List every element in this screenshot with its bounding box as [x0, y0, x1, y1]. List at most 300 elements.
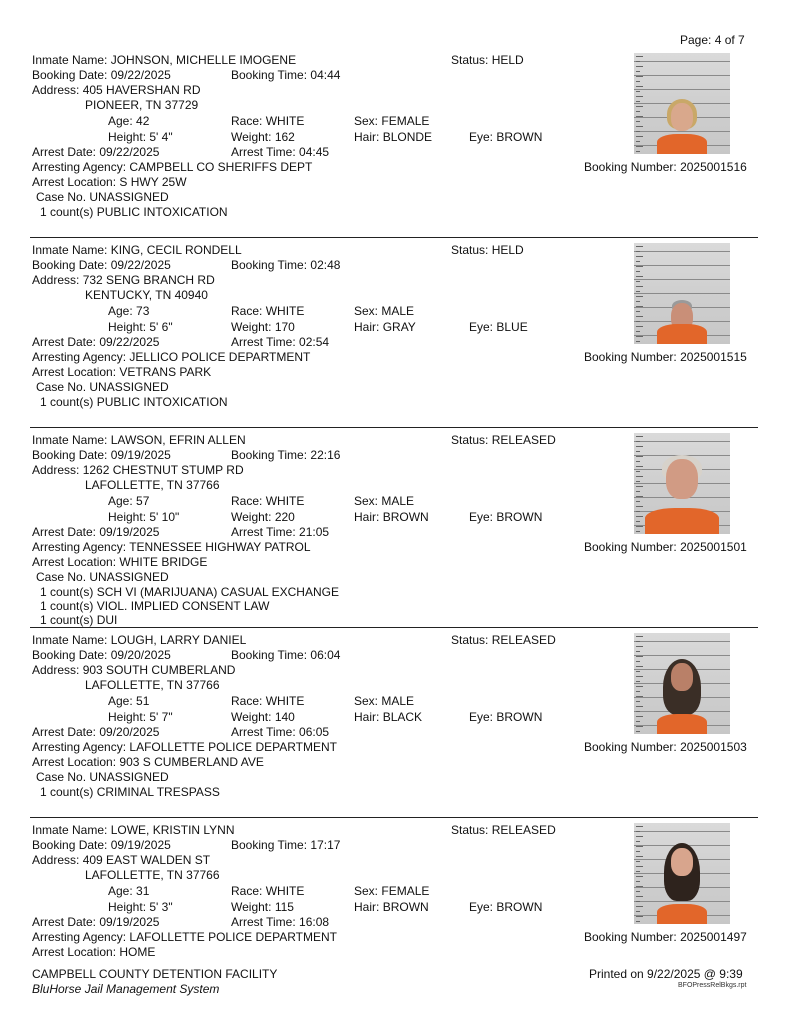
- arrest-date-label: Arrest Date:: [32, 725, 97, 739]
- status-value: RELEASED: [491, 433, 556, 447]
- ruler-tick: [636, 331, 640, 332]
- height-value: 5' 4": [149, 130, 173, 144]
- ruler-tick: [636, 276, 643, 277]
- booking-number-value: 2025001501: [680, 540, 747, 554]
- booking-date: [32, 448, 171, 462]
- address: [32, 853, 210, 867]
- case-number: [36, 380, 169, 394]
- address-label: Address:: [32, 83, 80, 97]
- weight-value: 115: [274, 900, 294, 914]
- arrest-date: [32, 915, 159, 929]
- jumpsuit-shape: [657, 324, 707, 344]
- case-number-value: UNASSIGNED: [89, 190, 169, 204]
- arrest-date: [32, 725, 159, 739]
- status-label: Status:: [451, 633, 489, 647]
- arrest-location: [32, 945, 155, 959]
- ruler-tick: [636, 446, 643, 447]
- ruler-tick: [636, 676, 643, 677]
- race-label: Race:: [231, 694, 263, 708]
- hair: [354, 510, 429, 524]
- arresting-agency-label: Arresting Agency:: [32, 740, 127, 754]
- booking-number: [584, 540, 747, 554]
- facility-name: CAMPBELL COUNTY DETENTION FACILITY: [32, 967, 278, 981]
- booking-number-label: Booking Number:: [584, 930, 677, 944]
- height-chart-line: [634, 441, 730, 442]
- ruler-tick: [636, 461, 640, 462]
- booking-time: [231, 648, 340, 662]
- ruler-tick: [636, 886, 643, 887]
- charge-line: 1 count(s) DUI: [40, 613, 118, 627]
- mugshot-photo: [634, 633, 730, 734]
- booking-time: [231, 448, 340, 462]
- ruler-tick: [636, 691, 640, 692]
- eye-value: BROWN: [496, 710, 543, 724]
- ruler-tick: [636, 76, 643, 77]
- arrest-location-label: Arrest Location:: [32, 175, 117, 189]
- address: [32, 663, 235, 677]
- face-shape: [671, 103, 693, 131]
- booking-date-value: 09/19/2025: [110, 448, 171, 462]
- height-chart-line: [634, 131, 730, 132]
- face-shape: [666, 459, 698, 499]
- eye-label: Eye:: [469, 900, 494, 914]
- age-value: 51: [136, 694, 150, 708]
- eye-value: BROWN: [496, 510, 543, 524]
- ruler-tick: [636, 146, 643, 147]
- report-filename: BFOPressRelBkgs.rpt: [678, 982, 747, 989]
- booking-number: [584, 930, 747, 944]
- sex: [354, 494, 414, 508]
- height-value: 5' 10": [149, 510, 180, 524]
- ruler-tick: [636, 311, 640, 312]
- inmate-name-label: Inmate Name:: [32, 243, 108, 257]
- race: [231, 694, 304, 708]
- ruler-tick: [636, 456, 643, 457]
- height: [108, 900, 173, 914]
- race-label: Race:: [231, 494, 263, 508]
- race: [231, 114, 304, 128]
- inmate-name: [32, 53, 296, 67]
- booking-time-label: Booking Time:: [231, 448, 308, 462]
- status-value: HELD: [491, 53, 524, 67]
- booking-time-value: 17:17: [310, 838, 341, 852]
- booking-number-value: 2025001516: [680, 160, 747, 174]
- race: [231, 494, 304, 508]
- eye: [469, 510, 542, 524]
- ruler-tick: [636, 721, 640, 722]
- ruler-tick: [636, 106, 643, 107]
- ruler-tick: [636, 901, 640, 902]
- age-value: 57: [136, 494, 150, 508]
- height-chart-line: [634, 279, 730, 280]
- address-city: LAFOLLETTE, TN 37766: [85, 868, 220, 882]
- ruler-tick: [636, 696, 643, 697]
- sex-label: Sex:: [354, 694, 379, 708]
- booking-number-value: 2025001515: [680, 350, 747, 364]
- weight-value: 220: [274, 510, 295, 524]
- ruler-tick: [636, 666, 643, 667]
- booking-date: [32, 258, 171, 272]
- arresting-agency-label: Arresting Agency:: [32, 930, 127, 944]
- inmate-name-value: LAWSON, EFRIN ALLEN: [110, 433, 246, 447]
- mugshot-photo: [634, 53, 730, 154]
- ruler-tick: [636, 716, 643, 717]
- ruler-tick: [636, 471, 640, 472]
- case-number-label: Case No.: [36, 380, 87, 394]
- ruler-tick: [636, 701, 640, 702]
- age: [108, 304, 149, 318]
- address-label: Address:: [32, 853, 80, 867]
- arresting-agency: [32, 540, 311, 554]
- height-chart-line: [634, 89, 730, 90]
- eye: [469, 900, 542, 914]
- race-value: WHITE: [265, 304, 305, 318]
- hair-label: Hair:: [354, 510, 380, 524]
- arrest-location: [32, 555, 207, 569]
- weight-label: Weight:: [231, 510, 272, 524]
- ruler-tick: [636, 341, 640, 342]
- race-value: WHITE: [265, 884, 305, 898]
- address-value: 732 SENG BRANCH RD: [82, 273, 215, 287]
- booking-date: [32, 68, 171, 82]
- inmate-name: [32, 243, 242, 257]
- ruler-tick: [636, 266, 643, 267]
- arrest-time-value: 16:08: [299, 915, 330, 929]
- ruler-tick: [636, 491, 640, 492]
- ruler-tick: [636, 86, 643, 87]
- height-ruler: [636, 633, 646, 734]
- ruler-tick: [636, 96, 643, 97]
- address-label: Address:: [32, 273, 80, 287]
- address-city: PIONEER, TN 37729: [85, 98, 199, 112]
- sex: [354, 114, 429, 128]
- age-label: Age:: [108, 304, 133, 318]
- jumpsuit-shape: [657, 134, 707, 154]
- ruler-tick: [636, 296, 643, 297]
- ruler-tick: [636, 336, 643, 337]
- ruler-tick: [636, 306, 643, 307]
- booking-time-label: Booking Time:: [231, 258, 308, 272]
- ruler-tick: [636, 116, 643, 117]
- arrest-date-value: 09/20/2025: [99, 725, 160, 739]
- face-shape: [671, 663, 693, 691]
- sex: [354, 694, 414, 708]
- arresting-agency-value: LAFOLLETTE POLICE DEPARTMENT: [129, 740, 338, 754]
- sex-value: FEMALE: [381, 114, 430, 128]
- arrest-location-value: 903 S CUMBERLAND AVE: [119, 755, 264, 769]
- mugshot-photo: [634, 823, 730, 924]
- arresting-agency-value: JELLICO POLICE DEPARTMENT: [129, 350, 311, 364]
- race-value: WHITE: [265, 494, 305, 508]
- charge-line: 1 count(s) PUBLIC INTOXICATION: [40, 205, 228, 219]
- charge-line: 1 count(s) SCH VI (MARIJUANA) CASUAL EXCHANGE: [40, 585, 339, 599]
- age-value: 31: [136, 884, 150, 898]
- arrest-date-value: 09/22/2025: [99, 145, 160, 159]
- case-number: [36, 190, 169, 204]
- printed-timestamp: Printed on 9/22/2025 @ 9:39: [589, 967, 743, 981]
- arrest-location: [32, 175, 187, 189]
- height-label: Height:: [108, 320, 147, 334]
- booking-date-value: 09/22/2025: [110, 68, 171, 82]
- record-divider: [30, 237, 758, 238]
- arrest-time: [231, 145, 329, 159]
- case-number-value: UNASSIGNED: [89, 570, 169, 584]
- inmate-name-value: LOWE, KRISTIN LYNN: [110, 823, 235, 837]
- ruler-tick: [636, 511, 640, 512]
- height-value: 5' 3": [149, 900, 173, 914]
- ruler-tick: [636, 321, 640, 322]
- booking-date-value: 09/20/2025: [110, 648, 171, 662]
- eye-value: BLUE: [496, 320, 528, 334]
- age: [108, 494, 149, 508]
- ruler-tick: [636, 291, 640, 292]
- height-chart-line: [634, 655, 730, 656]
- ruler-tick: [636, 831, 640, 832]
- booking-number-value: 2025001497: [680, 930, 747, 944]
- booking-number: [584, 160, 747, 174]
- ruler-tick: [636, 826, 643, 827]
- weight-label: Weight:: [231, 130, 272, 144]
- status-label: Status:: [451, 433, 489, 447]
- ruler-tick: [636, 906, 643, 907]
- inmate-name-label: Inmate Name:: [32, 53, 108, 67]
- arrest-time-label: Arrest Time:: [231, 525, 296, 539]
- charge-line: 1 count(s) VIOL. IMPLIED CONSENT LAW: [40, 599, 270, 613]
- case-number-label: Case No.: [36, 190, 87, 204]
- sex-label: Sex:: [354, 494, 379, 508]
- address: [32, 83, 201, 97]
- inmate-name-value: JOHNSON, MICHELLE IMOGENE: [110, 53, 297, 67]
- ruler-tick: [636, 56, 643, 57]
- ruler-tick: [636, 436, 643, 437]
- ruler-tick: [636, 836, 643, 837]
- height-ruler: [636, 823, 646, 924]
- address-value: 409 EAST WALDEN ST: [82, 853, 211, 867]
- height-chart-line: [634, 251, 730, 252]
- page-number: Page: 4 of 7: [680, 33, 745, 47]
- arrest-time-label: Arrest Time:: [231, 145, 296, 159]
- ruler-tick: [636, 876, 643, 877]
- ruler-tick: [636, 641, 640, 642]
- ruler-tick: [636, 101, 640, 102]
- ruler-tick: [636, 706, 643, 707]
- race-value: WHITE: [265, 694, 305, 708]
- height-label: Height:: [108, 900, 147, 914]
- ruler-tick: [636, 681, 640, 682]
- ruler-tick: [636, 476, 643, 477]
- arrest-location-value: HOME: [119, 945, 156, 959]
- inmate-name: [32, 823, 235, 837]
- ruler-tick: [636, 111, 640, 112]
- booking-date-label: Booking Date:: [32, 68, 108, 82]
- case-number-value: UNASSIGNED: [89, 380, 169, 394]
- height-chart-line: [634, 293, 730, 294]
- arrest-date-value: 09/22/2025: [99, 335, 160, 349]
- booking-number: [584, 350, 747, 364]
- arrest-date-label: Arrest Date:: [32, 145, 97, 159]
- ruler-tick: [636, 661, 640, 662]
- booking-date-value: 09/19/2025: [110, 838, 171, 852]
- height: [108, 130, 173, 144]
- age-value: 73: [136, 304, 150, 318]
- ruler-tick: [636, 651, 640, 652]
- height-chart-line: [634, 75, 730, 76]
- booking-time-value: 22:16: [310, 448, 341, 462]
- hair-label: Hair:: [354, 320, 380, 334]
- ruler-tick: [636, 261, 640, 262]
- case-number-label: Case No.: [36, 570, 87, 584]
- ruler-tick: [636, 646, 643, 647]
- arrest-location: [32, 755, 264, 769]
- weight-value: 170: [274, 320, 295, 334]
- ruler-tick: [636, 726, 643, 727]
- ruler-tick: [636, 121, 640, 122]
- eye-value: BROWN: [496, 130, 543, 144]
- arrest-location-value: VETRANS PARK: [119, 365, 212, 379]
- arrest-time-value: 04:45: [299, 145, 330, 159]
- height-label: Height:: [108, 510, 147, 524]
- booking-time-value: 06:04: [310, 648, 341, 662]
- inmate-name-value: KING, CECIL RONDELL: [110, 243, 242, 257]
- status: [451, 53, 524, 67]
- ruler-tick: [636, 866, 643, 867]
- arrest-date-value: 09/19/2025: [99, 525, 160, 539]
- height: [108, 510, 179, 524]
- booking-number-label: Booking Number:: [584, 350, 677, 364]
- ruler-tick: [636, 466, 643, 467]
- ruler-tick: [636, 501, 640, 502]
- ruler-tick: [636, 846, 643, 847]
- arrest-time: [231, 725, 329, 739]
- arrest-date: [32, 525, 159, 539]
- age-label: Age:: [108, 694, 133, 708]
- age-label: Age:: [108, 494, 133, 508]
- booking-date: [32, 648, 171, 662]
- sex: [354, 884, 429, 898]
- arrest-date: [32, 145, 159, 159]
- booking-date-label: Booking Date:: [32, 838, 108, 852]
- status-value: RELEASED: [491, 823, 556, 837]
- eye: [469, 130, 542, 144]
- ruler-tick: [636, 516, 643, 517]
- age: [108, 884, 149, 898]
- ruler-tick: [636, 486, 643, 487]
- hair-value: BLONDE: [382, 130, 433, 144]
- ruler-tick: [636, 141, 640, 142]
- ruler-tick: [636, 251, 640, 252]
- inmate-name: [32, 633, 246, 647]
- ruler-tick: [636, 841, 640, 842]
- ruler-tick: [636, 711, 640, 712]
- record-divider: [30, 817, 758, 818]
- booking-number-label: Booking Number:: [584, 160, 677, 174]
- arrest-time-value: 06:05: [299, 725, 330, 739]
- race-value: WHITE: [265, 114, 305, 128]
- status-value: RELEASED: [491, 633, 556, 647]
- status-value: HELD: [491, 243, 524, 257]
- age-label: Age:: [108, 114, 133, 128]
- hair: [354, 130, 432, 144]
- arrest-location-label: Arrest Location:: [32, 555, 117, 569]
- booking-time-value: 04:44: [310, 68, 341, 82]
- address-value: 405 HAVERSHAN RD: [82, 83, 201, 97]
- height-chart-line: [634, 265, 730, 266]
- inmate-name-label: Inmate Name:: [32, 433, 108, 447]
- weight-label: Weight:: [231, 900, 272, 914]
- record-divider: [30, 427, 758, 428]
- face-shape: [671, 848, 693, 876]
- arresting-agency: [32, 160, 312, 174]
- arresting-agency-label: Arresting Agency:: [32, 350, 127, 364]
- arresting-agency-value: LAFOLLETTE POLICE DEPARTMENT: [129, 930, 338, 944]
- age: [108, 694, 149, 708]
- height-ruler: [636, 53, 646, 154]
- arrest-time-value: 21:05: [299, 525, 330, 539]
- ruler-tick: [636, 126, 643, 127]
- ruler-tick: [636, 281, 640, 282]
- eye-value: BROWN: [496, 900, 543, 914]
- eye: [469, 710, 542, 724]
- ruler-tick: [636, 326, 643, 327]
- booking-date-label: Booking Date:: [32, 648, 108, 662]
- ruler-tick: [636, 136, 643, 137]
- status: [451, 823, 556, 837]
- weight: [231, 130, 295, 144]
- age-label: Age:: [108, 884, 133, 898]
- race: [231, 304, 304, 318]
- arrest-date-label: Arrest Date:: [32, 335, 97, 349]
- hair: [354, 900, 429, 914]
- ruler-tick: [636, 526, 643, 527]
- weight-label: Weight:: [231, 710, 272, 724]
- ruler-tick: [636, 636, 643, 637]
- address-value: 1262 CHESTNUT STUMP RD: [82, 463, 244, 477]
- sex-value: MALE: [381, 694, 415, 708]
- address: [32, 273, 215, 287]
- arresting-agency: [32, 350, 310, 364]
- record-divider: [30, 627, 758, 628]
- jumpsuit-shape: [657, 714, 707, 734]
- hair: [354, 710, 422, 724]
- age-value: 42: [136, 114, 150, 128]
- ruler-tick: [636, 871, 640, 872]
- inmate-name-label: Inmate Name:: [32, 633, 108, 647]
- weight-value: 140: [274, 710, 295, 724]
- ruler-tick: [636, 686, 643, 687]
- inmate-name-value: LOUGH, LARRY DANIEL: [110, 633, 247, 647]
- arresting-agency-label: Arresting Agency:: [32, 160, 127, 174]
- ruler-tick: [636, 61, 640, 62]
- ruler-tick: [636, 256, 643, 257]
- case-number: [36, 770, 169, 784]
- race: [231, 884, 304, 898]
- arresting-agency: [32, 740, 337, 754]
- arrest-date-label: Arrest Date:: [32, 915, 97, 929]
- ruler-tick: [636, 851, 640, 852]
- sex-value: MALE: [381, 304, 415, 318]
- arresting-agency-label: Arresting Agency:: [32, 540, 127, 554]
- booking-time: [231, 838, 340, 852]
- address-city: KENTUCKY, TN 40940: [85, 288, 208, 302]
- ruler-tick: [636, 521, 640, 522]
- status-label: Status:: [451, 53, 489, 67]
- ruler-tick: [636, 911, 640, 912]
- mugshot-photo: [634, 433, 730, 534]
- sex-value: MALE: [381, 494, 415, 508]
- booking-number-label: Booking Number:: [584, 740, 677, 754]
- arrest-location-label: Arrest Location:: [32, 755, 117, 769]
- height-value: 5' 6": [149, 320, 173, 334]
